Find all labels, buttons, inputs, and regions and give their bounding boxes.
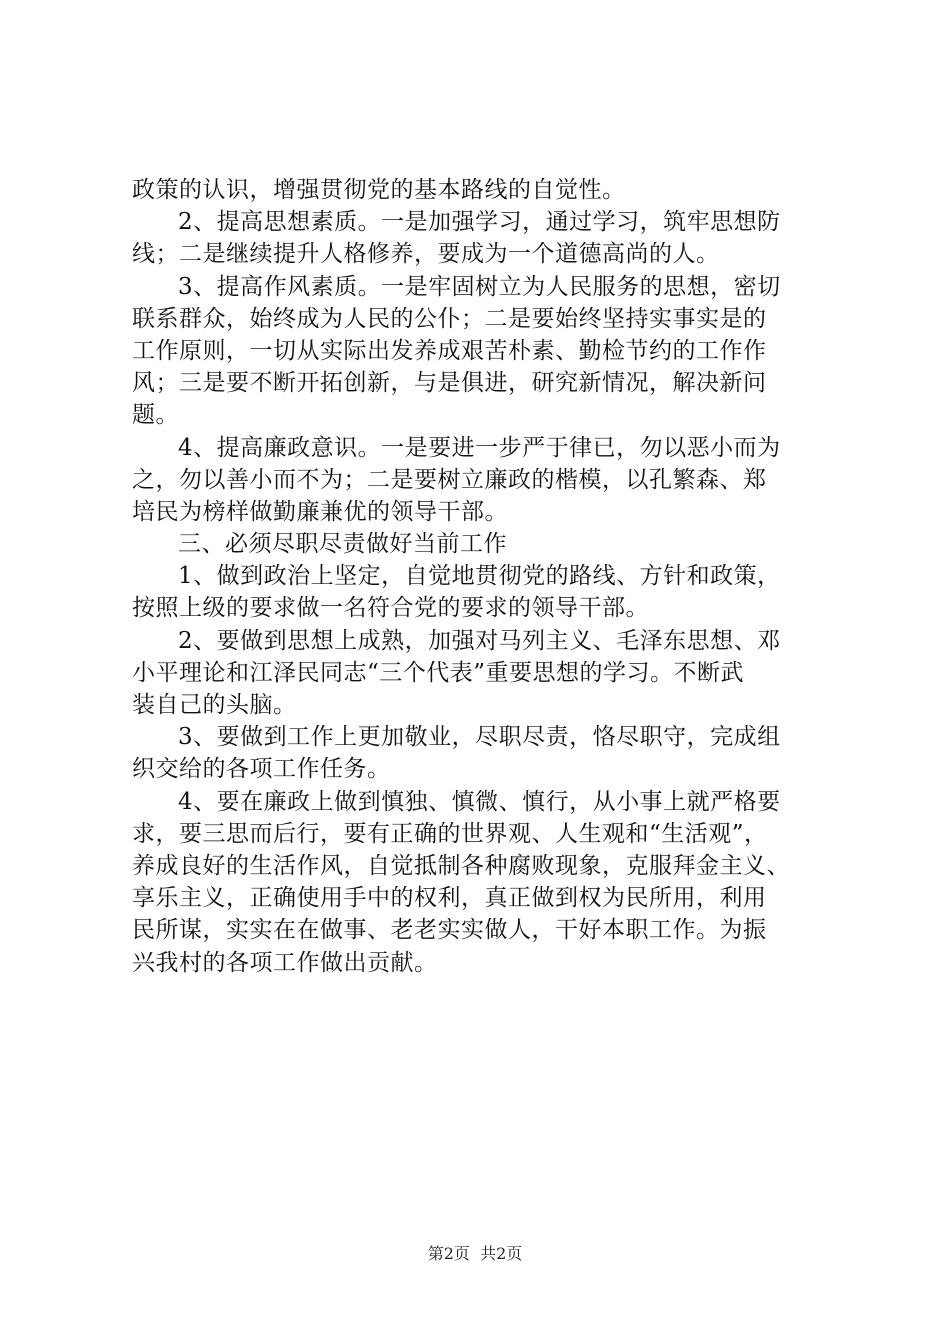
text-line: 织交给的各项工作任务。 (132, 756, 391, 783)
text-line: 政策的认识，增强贯彻党的基本路线的自觉性。 (132, 177, 626, 203)
document-body (132, 174, 832, 979)
text-line: 按照上级的要求做一名符合党的要求的领导干部。 (132, 595, 649, 622)
text-line: 3、要做到工作上更加敬业，尽职尽责，恪尽职守，完成组 (178, 724, 781, 751)
text-line: 联系群众，始终成为人民的公仆；二是要始终坚持实事实是的 (132, 305, 767, 332)
text-line: 民所谋，实实在在做事、老老实实做人，干好本职工作。为振 (132, 917, 767, 944)
text-line: 装自己的头脑。 (132, 692, 297, 718)
text-line: 题。 (132, 402, 179, 429)
text-line: 之，勿以善小而不为；二是要树立廉政的楷模，以孔繁森、郑 (132, 466, 767, 493)
text-line: 4、要在廉政上做到慎独、慎微、慎行，从小事上就严格要 (178, 788, 781, 815)
page-footer (0, 1243, 950, 1265)
page-total: 共2页 (480, 1244, 523, 1263)
text-line: 4、提高廉政意识。一是要进一步严于律已，勿以恶小而为 (178, 434, 781, 461)
text-line: 线；二是继续提升人格修养，要成为一个道德高尚的人。 (132, 241, 720, 268)
text-line: 1、做到政治上坚定，自觉地贯彻党的路线、方针和政策， (178, 563, 781, 590)
text-line: 3、提高作风素质。一是牢固树立为人民服务的思想，密切 (178, 273, 781, 300)
text-line: 兴我村的各项工作做出贡献。 (132, 949, 438, 976)
text-line: 养成良好的生活作风，自觉抵制各种腐败现象，克服拜金主义、 (132, 852, 790, 879)
text-line: 风；三是要不断开拓创新，与是俱进，研究新情况，解决新问 (132, 370, 767, 397)
text-line: 享乐主义，正确使用手中的权利，真正做到权为民所用，利用 (132, 885, 767, 912)
text-line: 小平理论和江泽民同志“三个代表”重要思想的学习。不断武 (132, 659, 745, 686)
page-number: 第2页 (427, 1244, 470, 1263)
text-line: 2、要做到思想上成熟，加强对马列主义、毛泽东思想、邓 (178, 627, 781, 654)
section-heading: 三、必须尽职尽责做好当前工作 (178, 531, 507, 558)
text-line: 培民为榜样做勤廉兼优的领导干部。 (132, 498, 508, 525)
text-line: 工作原则，一切从实际出发养成艰苦朴素、勤检节约的工作作 (132, 337, 767, 364)
text-line: 2、提高思想素质。一是加强学习，通过学习，筑牢思想防 (178, 209, 781, 236)
text-line: 求，要三思而后行，要有正确的世界观、人生观和“生活观”， (132, 820, 768, 847)
